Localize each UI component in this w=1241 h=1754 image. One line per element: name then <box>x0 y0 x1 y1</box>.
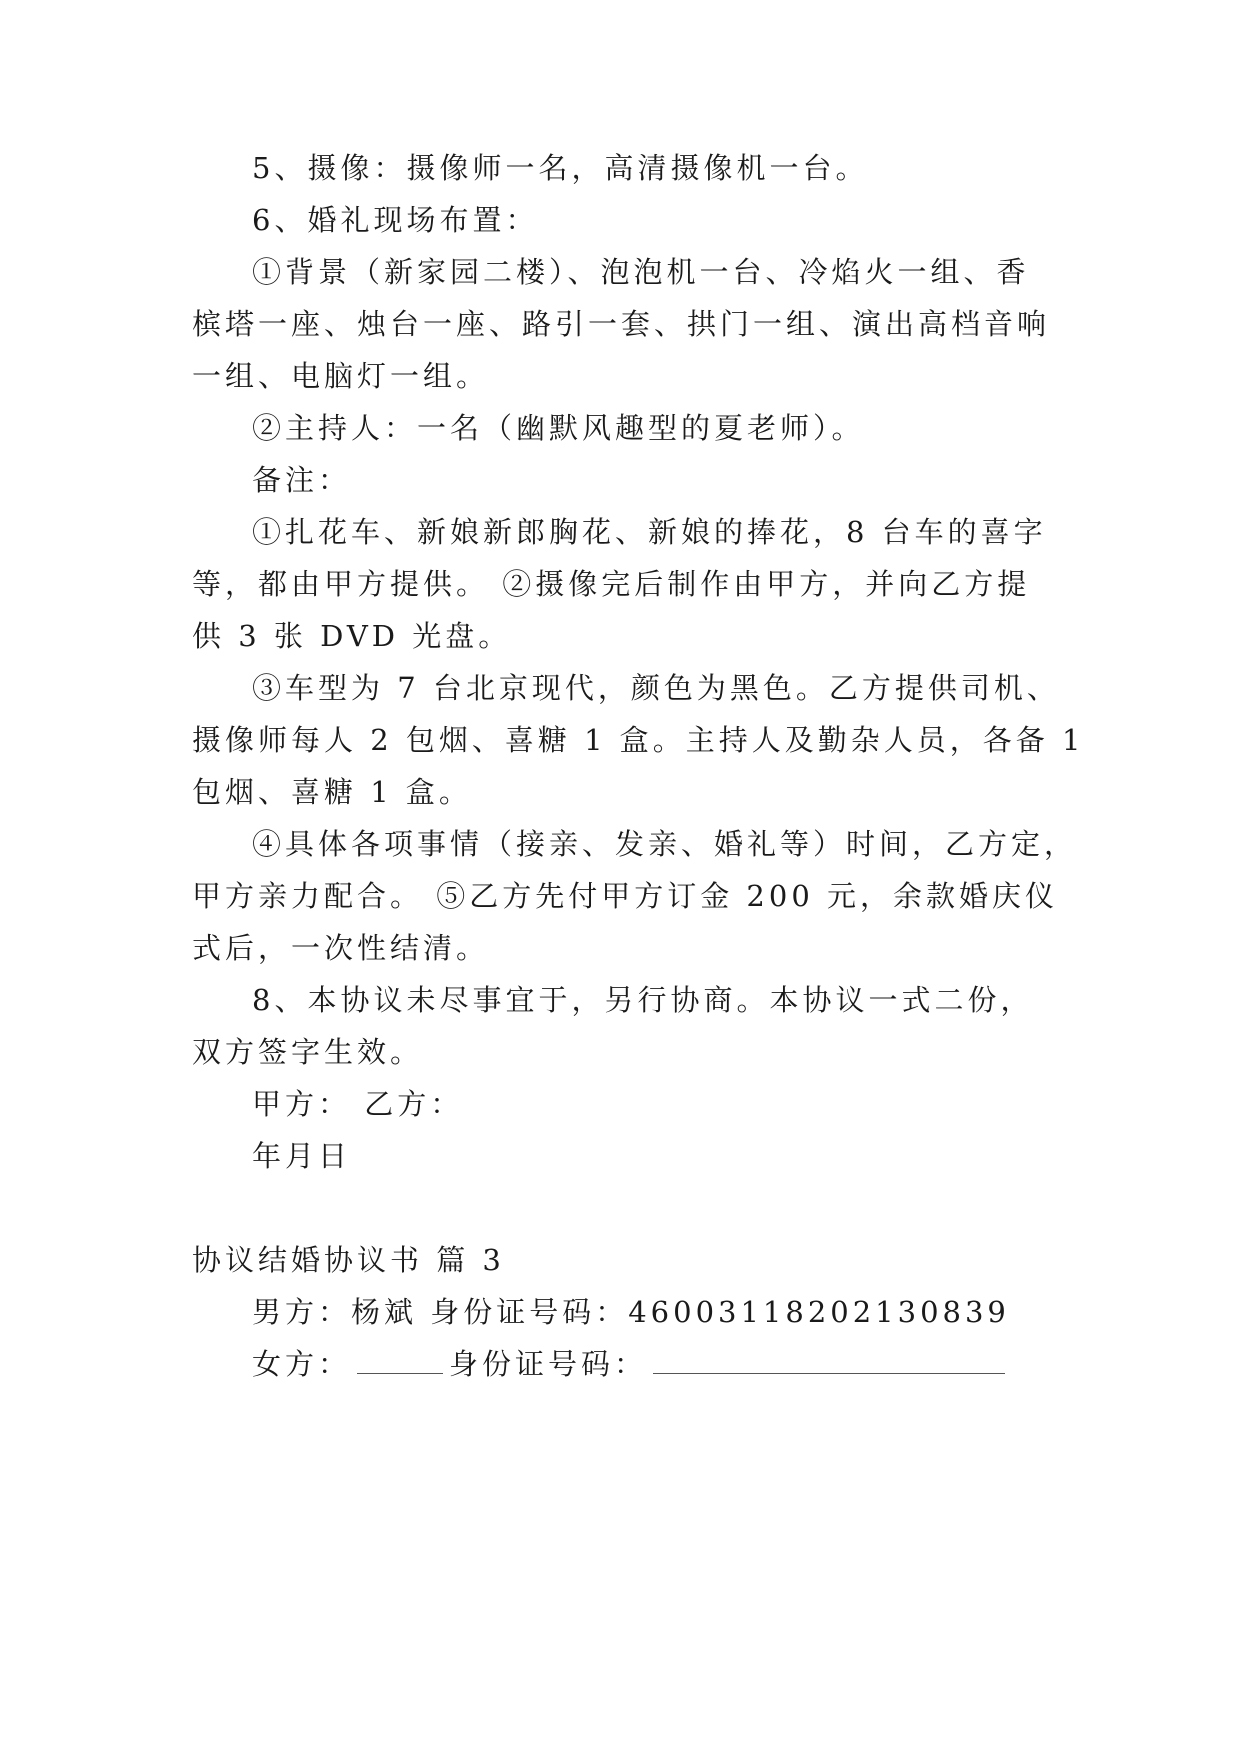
paragraph-line: 备注： <box>252 463 352 497</box>
paragraph-line: 双方签字生效。 <box>192 1035 424 1069</box>
female-id-label: 身份证号码： <box>449 1347 648 1381</box>
female-name-blank <box>357 1347 443 1374</box>
paragraph-line: ①背景（新家园二楼）、泡泡机一台、冷焰火一组、香 <box>252 255 1030 289</box>
paragraph-line: 甲方亲力配合。 ⑤乙方先付甲方订金 200 元，余款婚庆仪 <box>192 879 1059 913</box>
paragraph-line: 等，都由甲方提供。 ②摄像完后制作由甲方，并向乙方提 <box>192 567 1031 601</box>
female-party-line <box>252 1344 1132 1384</box>
paragraph-line: 6、婚礼现场布置： <box>252 203 539 237</box>
paragraph-line: ③车型为 7 台北京现代，颜色为黑色。乙方提供司机、 <box>252 671 1060 705</box>
paragraph-line: 8、本协议未尽事宜于，另行协商。本协议一式二份， <box>252 983 1034 1017</box>
paragraph-line: ①扎花车、新娘新郎胸花、新娘的捧花，8 台车的喜字 <box>252 515 1047 549</box>
section-title: 协议结婚协议书 篇 3 <box>192 1243 505 1277</box>
signature-parties-line: 甲方： 乙方： <box>252 1087 464 1121</box>
paragraph-line: 5、摄像：摄像师一名，高清摄像机一台。 <box>252 151 869 185</box>
female-id-blank <box>653 1347 1005 1374</box>
paragraph-line: ②主持人：一名（幽默风趣型的夏老师）。 <box>252 411 865 445</box>
paragraph-line: 供 3 张 DVD 光盘。 <box>192 619 512 653</box>
female-label: 女方： <box>252 1347 352 1381</box>
male-party-line: 男方：杨斌 身份证号码：46003118202130839 <box>252 1295 1010 1329</box>
paragraph-line: 一组、电脑灯一组。 <box>192 359 490 393</box>
paragraph-line: 摄像师每人 2 包烟、喜糖 1 盒。主持人及勤杂人员，各备 1 <box>192 723 1085 757</box>
paragraph-line: 包烟、喜糖 1 盒。 <box>192 775 472 809</box>
paragraph-line: 槟塔一座、烛台一座、路引一套、拱门一组、演出高档音响 <box>192 307 1051 341</box>
date-line: 年月日 <box>252 1139 352 1173</box>
paragraph-line: 式后，一次性结清。 <box>192 931 490 965</box>
paragraph-line: ④具体各项事情（接亲、发亲、婚礼等）时间，乙方定， <box>252 827 1078 861</box>
